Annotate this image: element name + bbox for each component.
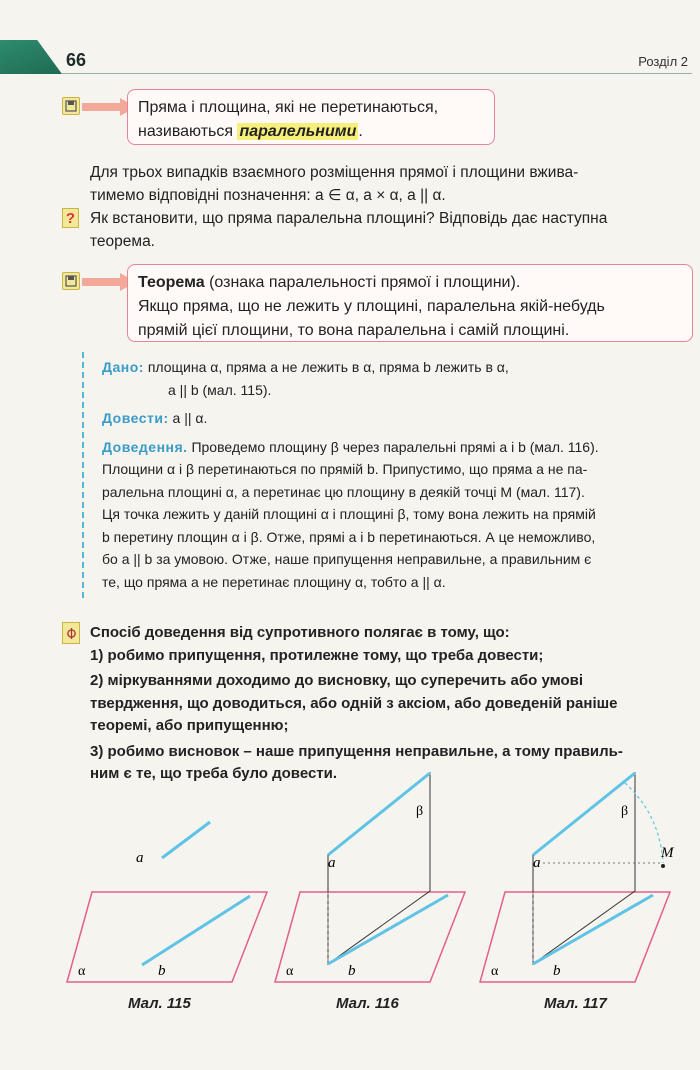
page-number: 66	[66, 50, 87, 70]
proof-line-2: ралельна площині α, а перетинає цю площину в деякій точці M (мал. 117).	[102, 483, 585, 500]
label-a: a	[533, 855, 541, 871]
line-a	[328, 773, 430, 855]
floppy-disk-icon	[62, 97, 80, 115]
proof-line-6: те, що пряма a не перетинає площину α, тобто a || α.	[102, 573, 446, 590]
section-label: Розділ 2	[638, 54, 688, 69]
contradiction-item-2: 2) міркуваннями доходимо до висновку, що суперечить або умові	[90, 672, 584, 689]
theorem-callout	[127, 264, 693, 342]
contradiction-item-1: 1) робимо припущення, протилежне тому, що треба довести;	[90, 646, 544, 664]
figure-115	[62, 800, 272, 990]
theorem-title-line: Теорема (ознака паралельності прямої і площини).	[138, 274, 521, 291]
notation-paragraph: Для трьох випадків взаємного розміщення прямої і площини вжива- тимемо відповідні позначення: a ∈ α, a × α, a || α.	[90, 164, 579, 204]
label-b: b	[158, 963, 166, 979]
proof-line-5: бо a || b за умовою. Отже, наше припущення неправильне, а правильним є	[102, 551, 592, 567]
note-icon	[62, 622, 80, 644]
prove-line: Довести: a || α.	[102, 410, 208, 426]
label-b: b	[553, 963, 561, 979]
question-paragraph: Як встановити, що пряма паралельна площині? Відповідь дає наступна теорема.	[90, 210, 608, 250]
definition-callout	[127, 89, 495, 145]
contradiction-item-2c: теоремі, або припущенню;	[90, 717, 289, 734]
header-divider	[62, 73, 692, 74]
plane-alpha	[275, 892, 465, 982]
proof-line-1: Площини α і β перетинаються по прямій b. Припустимо, що пряма a не па-	[102, 461, 588, 477]
curve-to-m	[625, 783, 663, 863]
figure-116	[270, 745, 470, 990]
proof-line-0: Доведення. Проведемо площину β через паралельні прямі a і b (мал. 116).	[102, 438, 599, 455]
definition-line-2: називаються паралельними .	[138, 123, 363, 140]
definition-line-1: Пряма і площина, які не перетинаються,	[138, 99, 439, 116]
proof-line-4: b перетину площин α і β. Отже, прямі a і b перетинаються. А це неможливо,	[102, 528, 596, 545]
contradiction-item-3: 3) робимо висновок – наше припущення неправильне, а тому правиль-	[90, 742, 623, 760]
header-tab	[0, 40, 62, 74]
label-beta: β	[621, 804, 629, 819]
proof-line-3: Ця точка лежить у даній площині α і площині β, тому вона лежить на прямій	[102, 506, 596, 522]
theorem-line-2: прямій цієї площини, то вона паралельна і самій площині.	[138, 322, 570, 339]
theorem-line-1: Якщо пряма, що не лежить у площині, паралельна якій-небудь	[138, 298, 605, 315]
label-b: b	[348, 963, 356, 979]
caption-117: Мал. 117	[544, 995, 607, 1012]
line-a	[533, 773, 635, 855]
label-m: M	[661, 845, 674, 861]
caption-116: Мал. 116	[336, 995, 399, 1012]
line-b	[328, 895, 448, 964]
question-mark-icon: ?	[62, 208, 79, 228]
label-a: a	[136, 850, 144, 866]
contradiction-item-2b: твердження, що доводиться, або одній з аксіом, або доведеній раніше	[90, 694, 618, 712]
line-b	[533, 895, 653, 964]
label-a: a	[328, 855, 336, 871]
point-m	[661, 864, 665, 868]
given-line-2: a || b (мал. 115).	[168, 381, 272, 398]
highlighted-term: паралельними	[239, 123, 357, 140]
floppy-disk-icon	[62, 272, 80, 290]
figure-117	[475, 745, 690, 990]
label-alpha: α	[491, 964, 499, 979]
line-b	[142, 896, 250, 965]
label-beta: β	[416, 804, 424, 819]
label-alpha: α	[78, 964, 86, 979]
proof-text	[102, 356, 694, 593]
label-alpha: α	[286, 964, 294, 979]
contradiction-intro: Спосіб доведення від супротивного полягає в тому, що:	[90, 624, 510, 641]
line-a	[162, 822, 210, 858]
contradiction-item-3b: ним є те, що треба було довести.	[90, 765, 338, 782]
caption-115: Мал. 115	[128, 995, 191, 1012]
given-line: Дано: площина α, пряма a не лежить в α, пряма b лежить в α,	[102, 359, 509, 375]
plane-alpha	[480, 892, 670, 982]
